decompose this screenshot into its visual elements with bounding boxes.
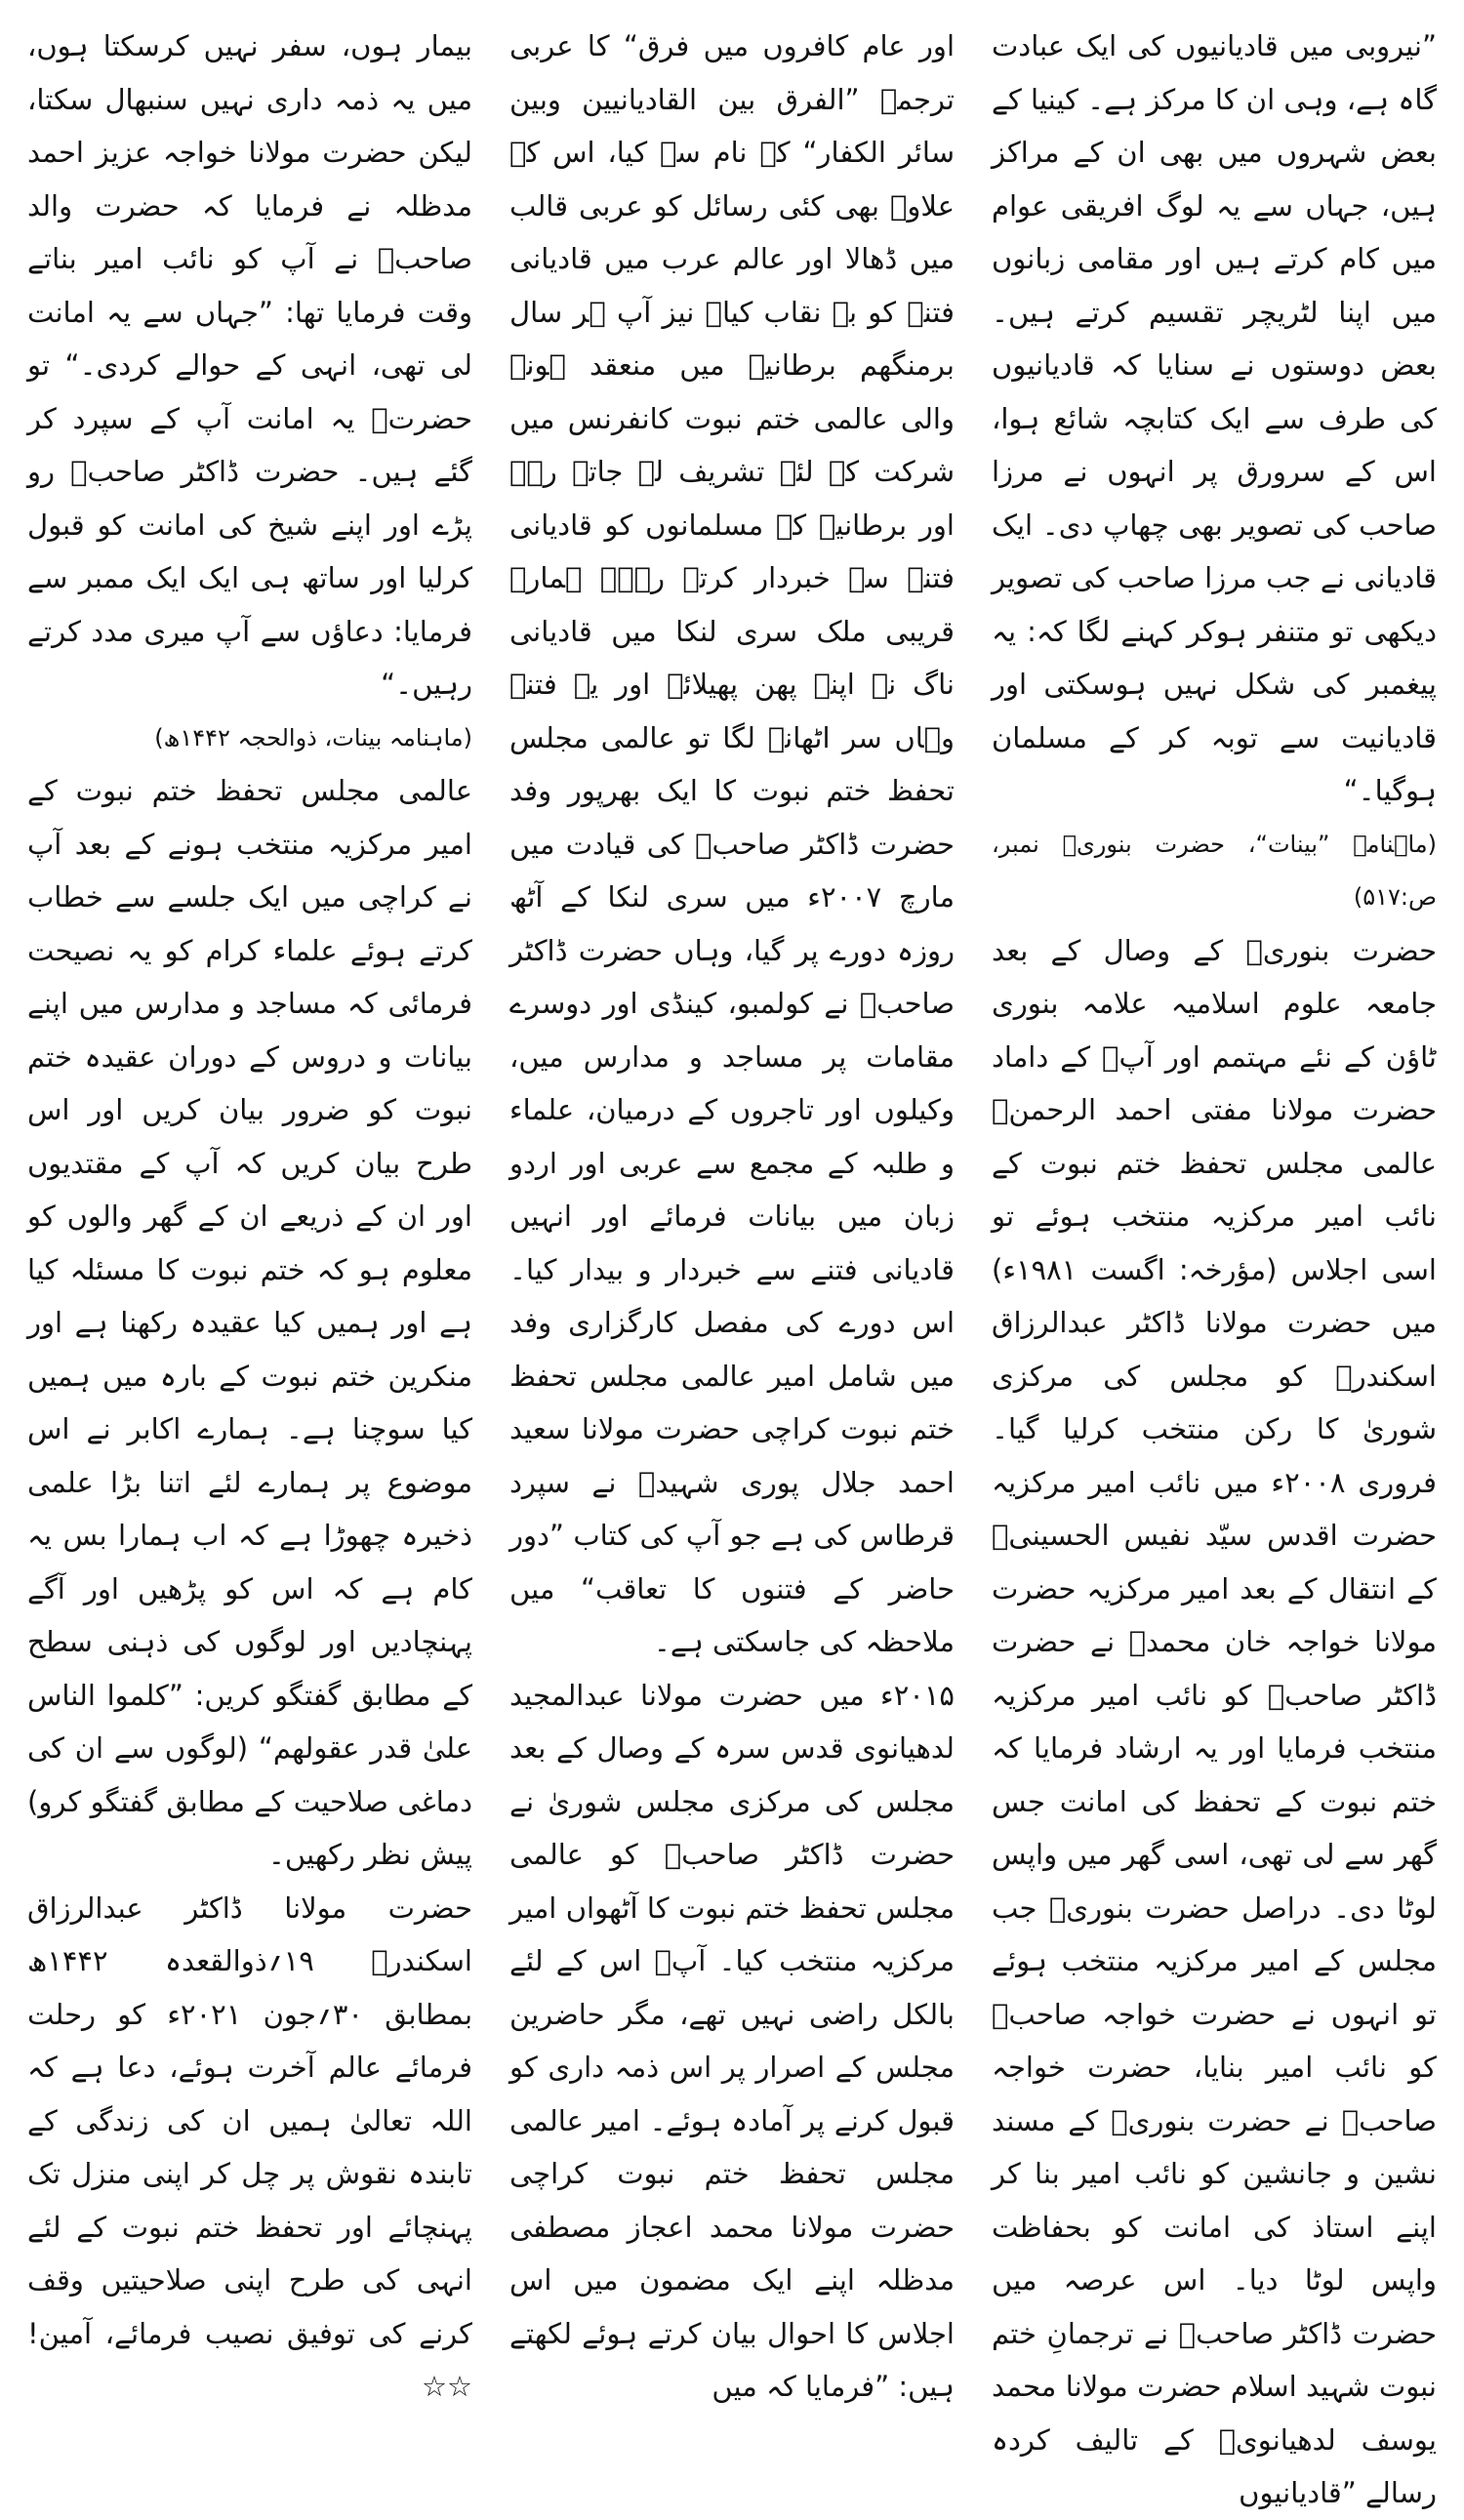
end-mark: ☆☆ bbox=[422, 2370, 472, 2403]
column-right bbox=[992, 20, 1437, 2509]
paragraph: حضرت بنوریؒ کے وصال کے بعد جامعہ علوم اسلامیہ علامہ بنوری ٹاؤن کے نئے مہتمم اور آپؒ کے داماد حضرت مولانا مفتی احمد الرحمنؒ عالمی مجلس تحفظ ختم نبوت کے نائب امیر مرکزیہ منتخب ہوئے تو اسی اجلاس (مؤرخہ: اگست ۱۹۸۱ء) میں حضرت مولانا ڈاکٹر عبدالرزاق اسکندرؒ کو مجلس کی مرکزی شوریٰ کا رکن منتخب کرلیا گیا۔ فروری ۲۰۰۸ء میں نائب امیر مرکزیہ حضرت اقدس سیّد نفیس الحسینیؒ کے انتقال کے بعد امیر مرکزیہ حضرت مولانا خواجہ خان محمدؒ نے حضرت ڈاکٹر صاحبؒ کو نائب امیر مرکزیہ منتخب فرمایا اور یہ ارشاد فرمایا کہ ختم نبوت کے تحفظ کی امانت جس گھر سے لی تھی، اسی گھر میں واپس لوٹا دی۔ دراصل حضرت بنوریؒ جب مجلس کے امیر مرکزیہ منتخب ہوئے تو انہوں نے حضرت خواجہ صاحبؒ کو نائب امیر بنایا، حضرت خواجہ صاحبؒ نے حضرت بنوریؒ کے مسند نشین و جانشین کو نائب امیر بنا کر اپنے استاذ کی امانت کو بحفاظت واپس لوٹا دیا۔ اس عرصہ میں حضرت ڈاکٹر صاحبؒ نے ترجمانِ ختم نبوت شہید اسلام حضرت مولانا محمد یوسف لدھیانویؒ کے تالیف کردہ رسالے ”قادیانیوں bbox=[992, 933, 1437, 2509]
paragraph: بیمار ہوں، سفر نہیں کرسکتا ہوں، میں یہ ذمہ داری نہیں سنبھال سکتا، لیکن حضرت مولانا خواجہ عزیز احمد مدظلہ نے فرمایا کہ حضرت والد صاحبؒ نے آپ کو نائب امیر بناتے وقت فرمایا تھا: ”جہاں سے یہ امانت لی تھی، انہی کے حوالے کردی۔“ تو حضرتؒ یہ امانت آپ کے سپرد کر گئے ہیں۔ حضرت ڈاکٹر صاحبؒ رو پڑے اور اپنے شیخ کی امانت کو قبول کرلیا اور ساتھ ہی ایک ایک ممبر سے فرمایا: دعاؤں سے آپ میری مدد کرتے رہیں۔“ bbox=[27, 29, 472, 701]
paragraph: عالمی مجلس تحفظ ختم نبوت کے امیر مرکزیہ منتخب ہونے کے بعد آپ نے کراچی میں ایک جلسے سے خطاب کرتے ہوئے علماء کرام کو یہ نصیحت فرمائی کہ مساجد و مدارس میں اپنے بیانات و دروس کے دوران عقیدہ ختم نبوت کو ضرور بیان کریں اور اس طرح بیان کریں کہ آپ کے مقتدیوں اور ان کے ذریعے ان کے گھر والوں کو معلوم ہو کہ ختم نبوت کا مسئلہ کیا ہے اور ہمیں کیا عقیدہ رکھنا ہے اور منکرین ختم نبوت کے بارہ میں ہمیں کیا سوچنا ہے۔ ہمارے اکابر نے اس موضوع پر ہمارے لئے اتنا بڑا علمی ذخیرہ چھوڑا ہے کہ اب ہمارا بس یہ کام ہے کہ اس کو پڑھیں اور آگے پہنچادیں اور لوگوں کی ذہنی سطح کے مطابق گفتگو کریں: ”کلموا الناس علیٰ قدر عقولھم“ (لوگوں سے ان کی دماغی صلاحیت کے مطابق گفتگو کرو) پیش نظر رکھیں۔ bbox=[27, 774, 472, 1871]
citation: (ماہنامہ بینات، ذوالحجہ ۱۴۴۲ھ) bbox=[154, 723, 472, 752]
newspaper-page bbox=[27, 20, 1437, 2509]
paragraph: ۲۰۱۵ء میں حضرت مولانا عبدالمجید لدھیانوی قدس سرہ کے وصال کے بعد مجلس کی مرکزی مجلس شوریٰ نے حضرت ڈاکٹر صاحبؒ کو عالمی مجلس تحفظ ختم نبوت کا آٹھواں امیر مرکزیہ منتخب کیا۔ آپؒ اس کے لئے بالکل راضی نہیں تھے، مگر حاضرین مجلس کے اصرار پر اس ذمہ داری کو قبول کرنے پر آمادہ ہوئے۔ امیر عالمی مجلس تحفظ ختم نبوت کراچی حضرت مولانا محمد اعجاز مصطفی مدظلہ اپنے ایک مضمون میں اس اجلاس کا احوال بیان کرتے ہوئے لکھتے ہیں: ”فرمایا کہ میں bbox=[509, 1678, 955, 2403]
citation: (ماہنامہ ”بینات“، حضرت بنوریؒ نمبر، ص:۵۱۷) bbox=[992, 830, 1437, 911]
paragraph: اور عام کافروں میں فرق“ کا عربی ترجمہ ”الفرق بین القادیانیین وبین سائر الکفار“ کے نام سے کیا، اس کے علاوہ بھی کئی رسائل کو عربی قالب میں ڈھالا اور عالم عرب میں قادیانی فتنے کو بے نقاب کیا۔ نیز آپ ہر سال برمنگھم برطانیہ میں منعقد ہونے والی عالمی ختم نبوت کانفرنس میں شرکت کے لئے تشریف لے جاتے رہے اور برطانیہ کے مسلمانوں کو قادیانی فتنے سے خبردار کرتے رہے۔ ہمارے قریبی ملک سری لنکا میں قادیانی ناگ نے اپنے پھن پھیلائے اور یہ فتنہ وہاں سر اٹھانے لگا تو عالمی مجلس تحفظ ختم نبوت کا ایک بھرپور وفد حضرت ڈاکٹر صاحبؒ کی قیادت میں مارچ ۲۰۰۷ء میں سری لنکا کے آٹھ روزہ دورے پر گیا، وہاں حضرت ڈاکٹر صاحبؒ نے کولمبو، کینڈی اور دوسرے مقامات پر مساجد و مدارس میں، وکیلوں اور تاجروں کے درمیان، علماء و طلبہ کے مجمع سے عربی اور اردو زبان میں بیانات فرمائے اور انہیں قادیانی فتنے سے خبردار و بیدار کیا۔ اس دورے کی مفصل کارگزاری وفد میں شامل امیر عالمی مجلس تحفظ ختم نبوت کراچی حضرت مولانا سعید احمد جلال پوری شہیدؒ نے سپرد قرطاس کی ہے جو آپ کی کتاب ”دور حاضر کے فتنوں کا تعاقب“ میں ملاحظہ کی جاسکتی ہے۔ bbox=[509, 29, 955, 1658]
paragraph bbox=[27, 1882, 472, 2414]
paragraph: ”نیروبی میں قادیانیوں کی ایک عبادت گاہ ہے، وہی ان کا مرکز ہے۔ کینیا کے بعض شہروں میں بھی ان کے مراکز ہیں، جہاں سے یہ لوگ افریقی عوام میں کام کرتے ہیں اور مقامی زبانوں میں اپنا لٹریچر تقسیم کرتے ہیں۔ بعض دوستوں نے سنایا کہ قادیانیوں کی طرف سے ایک کتابچہ شائع ہوا، اس کے سرورق پر انہوں نے مرزا صاحب کی تصویر بھی چھاپ دی۔ ایک قادیانی نے جب مرزا صاحب کی تصویر دیکھی تو متنفر ہوکر کہنے لگا کہ: یہ پیغمبر کی شکل نہیں ہوسکتی اور قادیانیت سے توبہ کر کے مسلمان ہوگیا۔“ bbox=[992, 29, 1437, 807]
column-middle bbox=[509, 20, 955, 2403]
paragraph-text: حضرت مولانا ڈاکٹر عبدالرزاق اسکندرؒ ۱۹؍ذوالقعدہ ۱۴۴۲ھ بمطابق ۳۰؍جون ۲۰۲۱ء کو رحلت فرمائے عالم آخرت ہوئے، دعا ہے کہ اللہ تعالیٰ ہمیں ان کی زندگی کے تابندہ نقوش پر چل کر اپنی منزل تک پہنچائے اور تحفظ ختم نبوت کے لئے انہی کی طرح اپنی صلاحیتیں وقف کرنے کی توفیق نصیب فرمائے، آمین! bbox=[27, 1890, 473, 2350]
column-left bbox=[27, 20, 473, 2403]
